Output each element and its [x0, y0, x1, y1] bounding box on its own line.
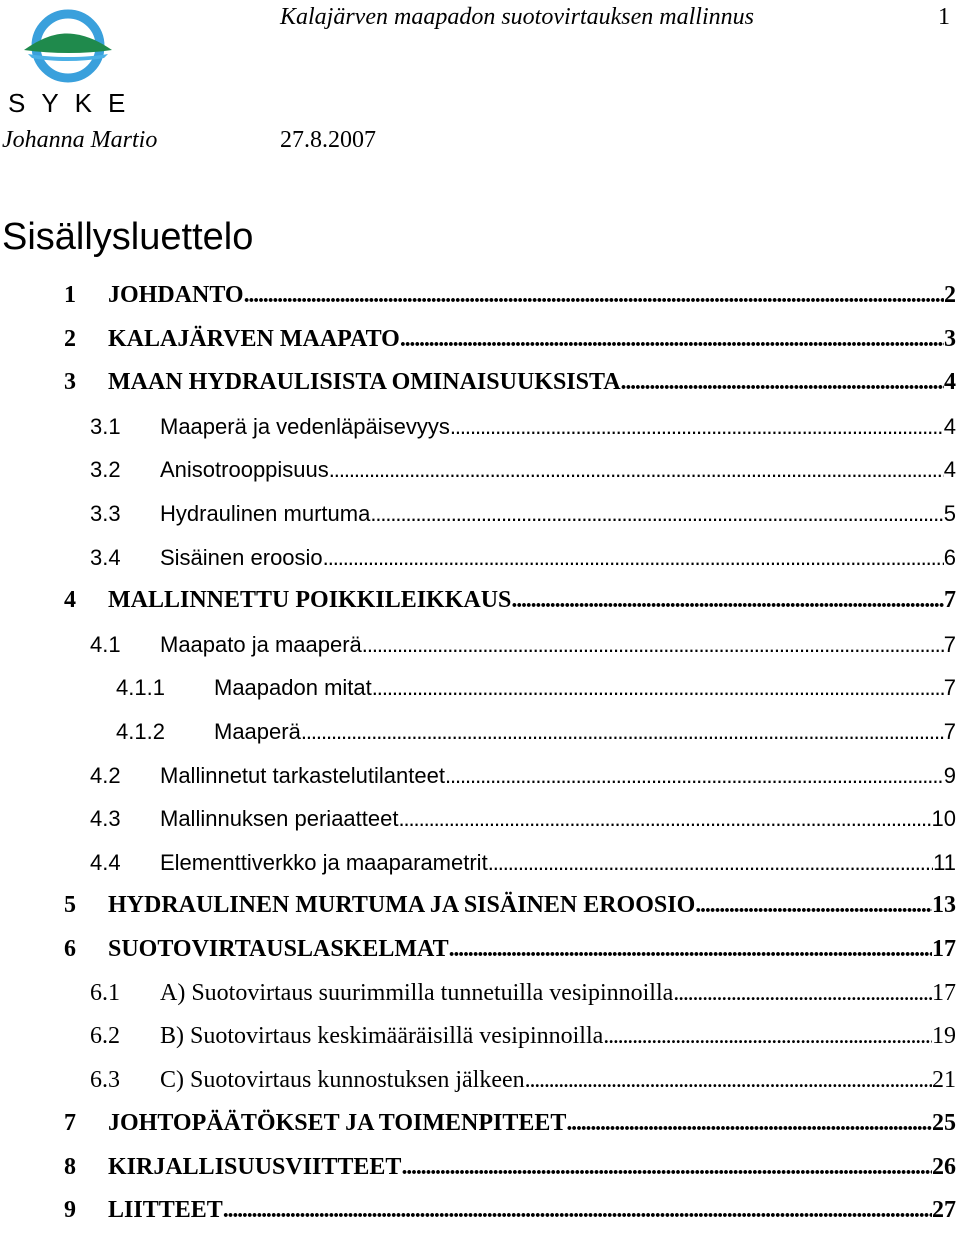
toc-dot-leader — [370, 492, 943, 536]
toc-dot-leader — [511, 579, 944, 623]
toc-entry[interactable] — [0, 797, 960, 841]
toc-entry[interactable] — [0, 754, 960, 798]
toc-entry-title: JOHDANTO — [108, 282, 244, 308]
toc-entry[interactable] — [0, 623, 960, 667]
document-date: 27.8.2007 — [280, 127, 376, 153]
toc-entry-title: C) Suotovirtaus kunnostuksen jälkeen — [160, 1066, 525, 1093]
toc-entry-line — [108, 361, 956, 405]
toc-entry-title: Hydraulinen murtuma — [160, 500, 371, 526]
toc-entry-number: 3 — [64, 369, 76, 396]
toc-dot-leader — [450, 405, 944, 449]
toc-heading: Sisällysluettelo — [2, 216, 254, 258]
table-of-contents — [0, 274, 960, 1233]
toc-entry-number: 7 — [64, 1110, 76, 1137]
toc-entry-number: 6 — [64, 935, 76, 962]
toc-entry-page: 21 — [932, 1066, 956, 1093]
toc-entry-page: 4 — [943, 413, 956, 439]
toc-entry-page: 9 — [943, 762, 956, 788]
toc-entry-title: JOHTOPÄÄTÖKSET JA TOIMENPITEET — [108, 1110, 567, 1137]
toc-dot-leader — [621, 361, 944, 405]
toc-entry-title: Maapato ja maaperä — [160, 631, 362, 657]
toc-entry-line — [108, 1146, 956, 1190]
toc-entry-title: MALLINNETTU POIKKILEIKKAUS — [108, 587, 512, 614]
toc-entry[interactable] — [0, 666, 960, 710]
toc-entry-number: 6.3 — [90, 1066, 120, 1093]
toc-entry[interactable] — [0, 492, 960, 536]
toc-entry-number: 9 — [64, 1197, 76, 1224]
toc-entry-page: 13 — [932, 892, 956, 919]
toc-entry-title: Maapadon mitat — [214, 675, 372, 701]
toc-entry-number: 3.1 — [90, 413, 121, 439]
toc-entry-line — [108, 884, 956, 928]
toc-dot-leader — [603, 1015, 932, 1059]
toc-entry-number: 8 — [64, 1153, 76, 1180]
toc-entry-page: 26 — [932, 1153, 956, 1180]
toc-entry[interactable] — [0, 318, 960, 362]
toc-dot-leader — [401, 1146, 932, 1190]
toc-entry-page: 4 — [943, 457, 956, 483]
toc-entry-number: 5 — [64, 892, 76, 919]
toc-entry-page: 17 — [932, 935, 956, 962]
syke-emblem-icon — [4, 6, 114, 88]
toc-entry-page: 10 — [931, 806, 956, 832]
toc-dot-leader — [323, 536, 944, 580]
toc-entry[interactable] — [0, 1059, 960, 1103]
toc-entry[interactable] — [0, 884, 960, 928]
syke-logo — [4, 6, 142, 118]
toc-entry-page: 27 — [932, 1197, 956, 1224]
toc-entry-line — [160, 841, 956, 885]
toc-entry-line — [160, 448, 956, 492]
toc-entry-title: SUOTOVIRTAUSLASKELMAT — [108, 935, 449, 962]
toc-entry[interactable] — [0, 536, 960, 580]
toc-entry-line — [160, 972, 956, 1016]
toc-entry-number: 3.4 — [90, 544, 121, 570]
toc-dot-leader — [566, 1102, 932, 1146]
toc-entry-line — [108, 1189, 956, 1233]
toc-entry-line — [108, 928, 956, 972]
toc-entry-line — [108, 579, 956, 623]
toc-entry-number: 3.2 — [90, 457, 121, 483]
toc-entry[interactable] — [0, 710, 960, 754]
toc-entry-number: 4.1.2 — [116, 718, 165, 744]
toc-dot-leader — [400, 318, 944, 362]
toc-dot-leader — [223, 1189, 932, 1233]
toc-entry[interactable] — [0, 448, 960, 492]
toc-entry-line — [214, 710, 956, 754]
toc-entry-title: Elementtiverkko ja maaparametrit — [160, 849, 488, 875]
toc-entry-line — [160, 492, 956, 536]
toc-dot-leader — [445, 754, 944, 798]
toc-entry-number: 3.3 — [90, 500, 121, 526]
toc-entry[interactable] — [0, 579, 960, 623]
toc-dot-leader — [362, 623, 944, 667]
toc-entry[interactable] — [0, 1189, 960, 1233]
toc-entry-line — [160, 1059, 956, 1103]
toc-entry-number: 4.1 — [90, 631, 121, 657]
toc-entry-line — [160, 797, 956, 841]
toc-entry-number: 4.4 — [90, 849, 121, 875]
toc-entry-title: KIRJALLISUUSVIITTEET — [108, 1153, 402, 1180]
toc-dot-leader — [673, 972, 932, 1016]
toc-entry-page: 7 — [944, 587, 956, 614]
toc-dot-leader — [329, 448, 944, 492]
toc-entry-number: 1 — [64, 282, 76, 308]
toc-entry-number: 6.2 — [90, 1023, 120, 1050]
toc-entry-title: Sisäinen eroosio — [160, 544, 323, 570]
toc-entry-line — [160, 536, 956, 580]
toc-entry-number: 6.1 — [90, 979, 120, 1006]
toc-entry-number: 4.3 — [90, 806, 121, 832]
toc-entry-page: 7 — [943, 718, 956, 744]
toc-entry-page: 3 — [944, 325, 956, 352]
toc-entry-title: HYDRAULINEN MURTUMA JA SISÄINEN EROOSIO — [108, 892, 696, 919]
toc-entry-title: LIITTEET — [108, 1197, 223, 1224]
toc-entry[interactable] — [0, 841, 960, 885]
toc-entry-line — [160, 405, 956, 449]
toc-entry[interactable] — [0, 361, 960, 405]
toc-entry-line — [108, 318, 956, 362]
toc-dot-leader — [449, 928, 932, 972]
toc-entry-page: 25 — [932, 1110, 956, 1137]
toc-entry-title: Maaperä — [214, 718, 301, 744]
toc-dot-leader — [301, 710, 944, 754]
author-name: Johanna Martio — [2, 127, 158, 153]
toc-entry-title: A) Suotovirtaus suurimmilla tunnetuilla vesipinnoilla — [160, 979, 674, 1006]
toc-entry-page: 17 — [932, 979, 956, 1006]
toc-entry-number: 4 — [64, 587, 76, 614]
toc-entry[interactable] — [0, 1146, 960, 1190]
toc-entry-page: 5 — [943, 500, 956, 526]
toc-entry-page: 7 — [943, 675, 956, 701]
toc-dot-leader — [525, 1059, 932, 1103]
toc-entry-page: 7 — [943, 631, 956, 657]
toc-entry[interactable] — [0, 405, 960, 449]
toc-entry-page: 19 — [932, 1023, 956, 1050]
toc-entry-line — [160, 623, 956, 667]
toc-entry-title: Maaperä ja vedenläpäisevyys — [160, 413, 450, 439]
running-header-title: Kalajärven maapadon suotovirtauksen mallinnus — [280, 4, 754, 30]
toc-entry-title: Mallinnetut tarkastelutilanteet — [160, 762, 445, 788]
toc-entry[interactable] — [0, 1015, 960, 1059]
toc-entry-page: 4 — [944, 369, 956, 396]
toc-entry-page: 11 — [933, 849, 956, 875]
page-number: 1 — [938, 4, 950, 30]
toc-entry[interactable] — [0, 972, 960, 1016]
toc-entry[interactable] — [0, 928, 960, 972]
toc-entry-title: Anisotrooppisuus — [160, 457, 329, 483]
toc-entry-page: 2 — [944, 282, 956, 308]
toc-entry-title: KALAJÄRVEN MAAPATO — [108, 325, 400, 352]
toc-entry[interactable] — [0, 274, 960, 318]
toc-entry-number: 2 — [64, 325, 76, 352]
toc-entry-line — [160, 754, 956, 798]
logo-wordmark: SYKE — [8, 88, 142, 118]
toc-dot-leader — [695, 884, 932, 928]
toc-dot-leader — [372, 666, 944, 710]
toc-entry-page: 6 — [943, 544, 956, 570]
toc-entry[interactable] — [0, 1102, 960, 1146]
toc-entry-title: Mallinnuksen periaatteet — [160, 806, 399, 832]
toc-entry-line — [214, 666, 956, 710]
toc-entry-line — [160, 1015, 956, 1059]
toc-entry-number: 4.1.1 — [116, 675, 165, 701]
toc-entry-number: 4.2 — [90, 762, 121, 788]
toc-entry-line — [108, 1102, 956, 1146]
toc-entry-title: MAAN HYDRAULISISTA OMINAISUUKSISTA — [108, 369, 621, 396]
toc-entry-line — [108, 274, 956, 318]
toc-dot-leader — [244, 274, 944, 318]
toc-entry-title: B) Suotovirtaus keskimääräisillä vesipinnoilla — [160, 1023, 604, 1050]
toc-dot-leader — [488, 841, 933, 885]
toc-dot-leader — [398, 797, 931, 841]
